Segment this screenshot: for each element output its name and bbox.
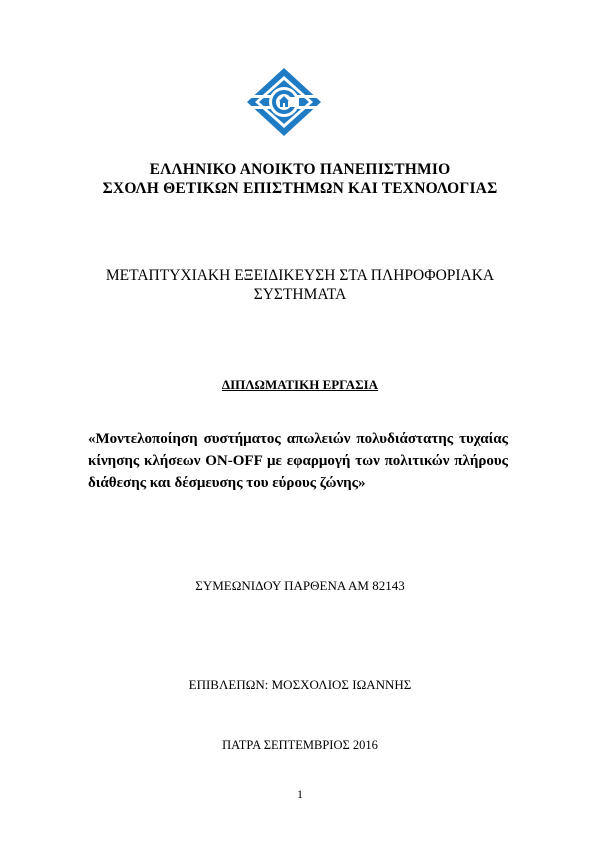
document-type: ΔΙΠΛΩΜΑΤΙΚΗ ΕΡΓΑΣΙΑ: [221, 377, 379, 392]
document-type-wrapper: [60, 376, 540, 394]
place-date: ΠΑΤΡΑ ΣΕΠΤΕΜΒΡΙΟΣ 2016: [222, 738, 378, 752]
author: ΣΥΜΕΩΝΙΔΟΥ ΠΑΡΘΕΝΑ ΑΜ 82143: [195, 578, 405, 593]
program-line-1: ΜΕΤΑΠΤΥΧΙΑΚΗ ΕΞΕΙΔΙΚΕΥΣΗ ΣΤΑ ΠΛΗΡΟΦΟΡΙΑΚΑ: [105, 267, 495, 284]
program-line-2: ΣΥΣΤΗΜΑΤΑ: [253, 286, 347, 303]
school-name: ΣΧΟΛΗ ΘΕΤΙΚΩΝ ΕΠΙΣΤΗΜΩΝ ΚΑΙ ΤΕΧΝΟΛΟΓΙΑΣ: [102, 180, 498, 197]
page-number: 1: [297, 787, 303, 801]
thesis-title: «Μοντελοποίηση συστήματος απωλειών πολυδιάστατης τυχαίας κίνησης κλήσεων ON-OFF με εφαρμογή των πολιτικών πλήρους διάθεσης και δέσμευσης του εύρους ζώνης»: [88, 431, 508, 491]
institution-header: [60, 160, 540, 198]
university-name: ΕΛΛΗΝΙΚΟ ΑΝΟΙΚΤΟ ΠΑΝΕΠΙΣΤΗΜΙΟ: [149, 161, 451, 178]
supervisor: ΕΠΙΒΛΕΠΩΝ: ΜΟΣΧΟΛΙΟΣ ΙΩΑΝΝΗΣ: [188, 677, 412, 692]
program-name: [60, 266, 540, 304]
university-logo-icon: [247, 68, 321, 136]
